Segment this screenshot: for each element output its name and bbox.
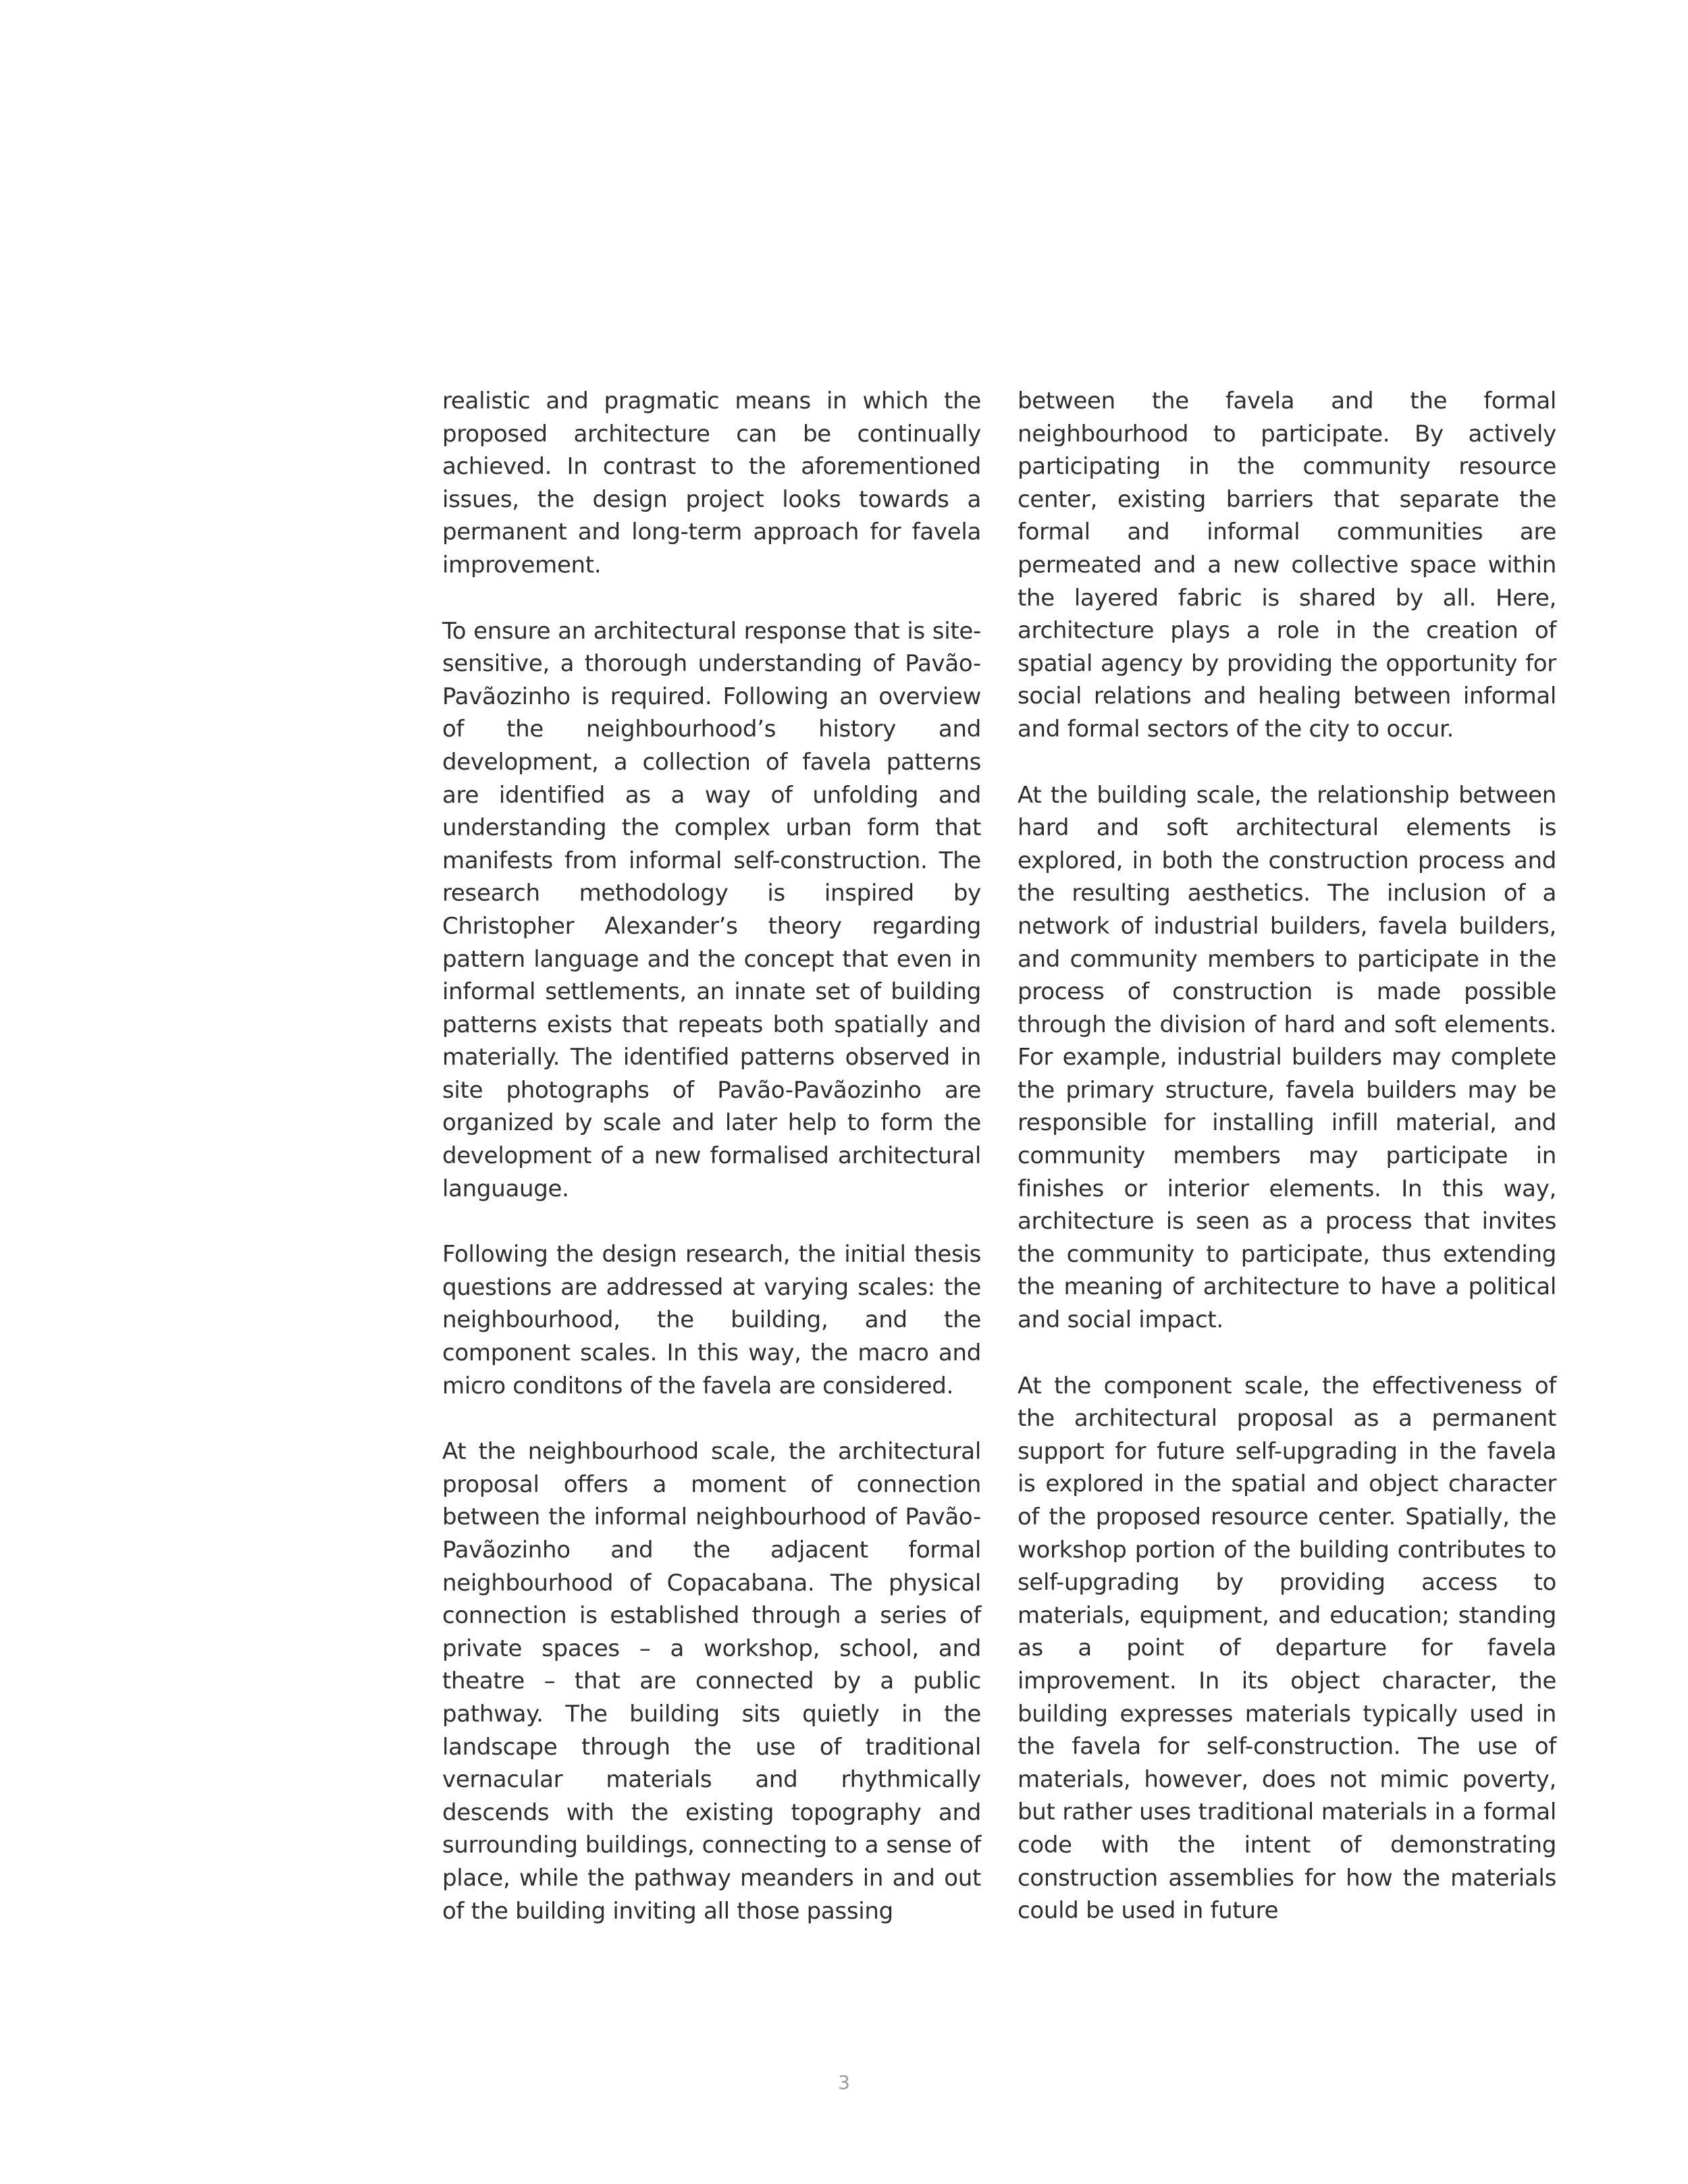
right-text-column <box>1018 385 1556 1927</box>
right-paragraph-3: At the component scale, the effectiveness of the architectural proposal as a permanent support for future self-upgrading in the favela is explored in the spatial and object character of the proposed resource center. Spatially, the workshop portion of the building contributes to self-upgrading by providing access to materials, equipment, and education; standing as a point of departure for favela improvement. In its object character, the building expresses materials typically used in the favela for self-construction. The use of materials, however, does not mimic poverty, but rather uses traditional materials in a formal code with the intent of demonstrating construction assemblies for how the materials could be used in future <box>1018 1372 1556 1925</box>
right-paragraph-2: At the building scale, the relationship between hard and soft architectural elements is explored, in both the construction process and the resulting aesthetics. The inclusion of a network of industrial builders, favela builders, and community members to participate in the process of construction is made possible through the division of hard and soft elements. For example, industrial builders may complete the primary structure, favela builders may be responsible for installing infill material, and community members may participate in finishes or interior elements. In this way, architecture is seen as a process that invites the community to participate, thus extending the meaning of architecture to have a political and social impact. <box>1018 781 1556 1334</box>
page-number: 3 <box>838 2071 850 2094</box>
left-paragraph-2: To ensure an architectural response that is site-sensitive, a thorough understanding of Pavão-Pavãozinho is required. Following an overview of the neighbourhood’s history and development, a collection of favela patterns are identified as a way of unfolding and understanding the complex urban form that manifests from informal self-construction. The research methodology is inspired by Christopher Alexander’s theory regarding pattern language and the concept that even in informal settlements, an innate set of building patterns exists that repeats both spatially and materially. The identified patterns observed in site photographs of Pavão-Pavãozinho are organized by scale and later help to form the development of a new formalised architectural languauge. <box>442 617 981 1202</box>
right-paragraph-1: between the favela and the formal neighbourhood to participate. By actively participating in the community resource center, existing barriers that separate the formal and informal communities are permeated and a new collective space within the layered fabric is shared by all. Here, architecture plays a role in the creation of spatial agency by providing the opportunity for social relations and healing between informal and formal sectors of the city to occur. <box>1018 388 1556 743</box>
left-text-column <box>442 385 981 1927</box>
left-paragraph-4: At the neighbourhood scale, the architectural proposal offers a moment of connection between the informal neighbourhood of Pavão-Pavãozinho and the adjacent formal neighbourhood of Copacabana. The physical connection is established through a series of private spaces – a workshop, school, and theatre – that are connected by a public pathway. The building sits quietly in the landscape through the use of traditional vernacular materials and rhythmically descends with the existing topography and surrounding buildings, connecting to a sense of place, while the pathway meanders in and out of the building inviting all those passing <box>442 1438 981 1925</box>
left-paragraph-3: Following the design research, the initial thesis questions are addressed at varying scales: the neighbourhood, the building, and the component scales. In this way, the macro and micro conditons of the favela are considered. <box>442 1241 981 1400</box>
left-paragraph-1: realistic and pragmatic means in which the proposed architecture can be continually achieved. In contrast to the aforementioned issues, the design project looks towards a permanent and long-term approach for favela improvement. <box>442 388 981 579</box>
